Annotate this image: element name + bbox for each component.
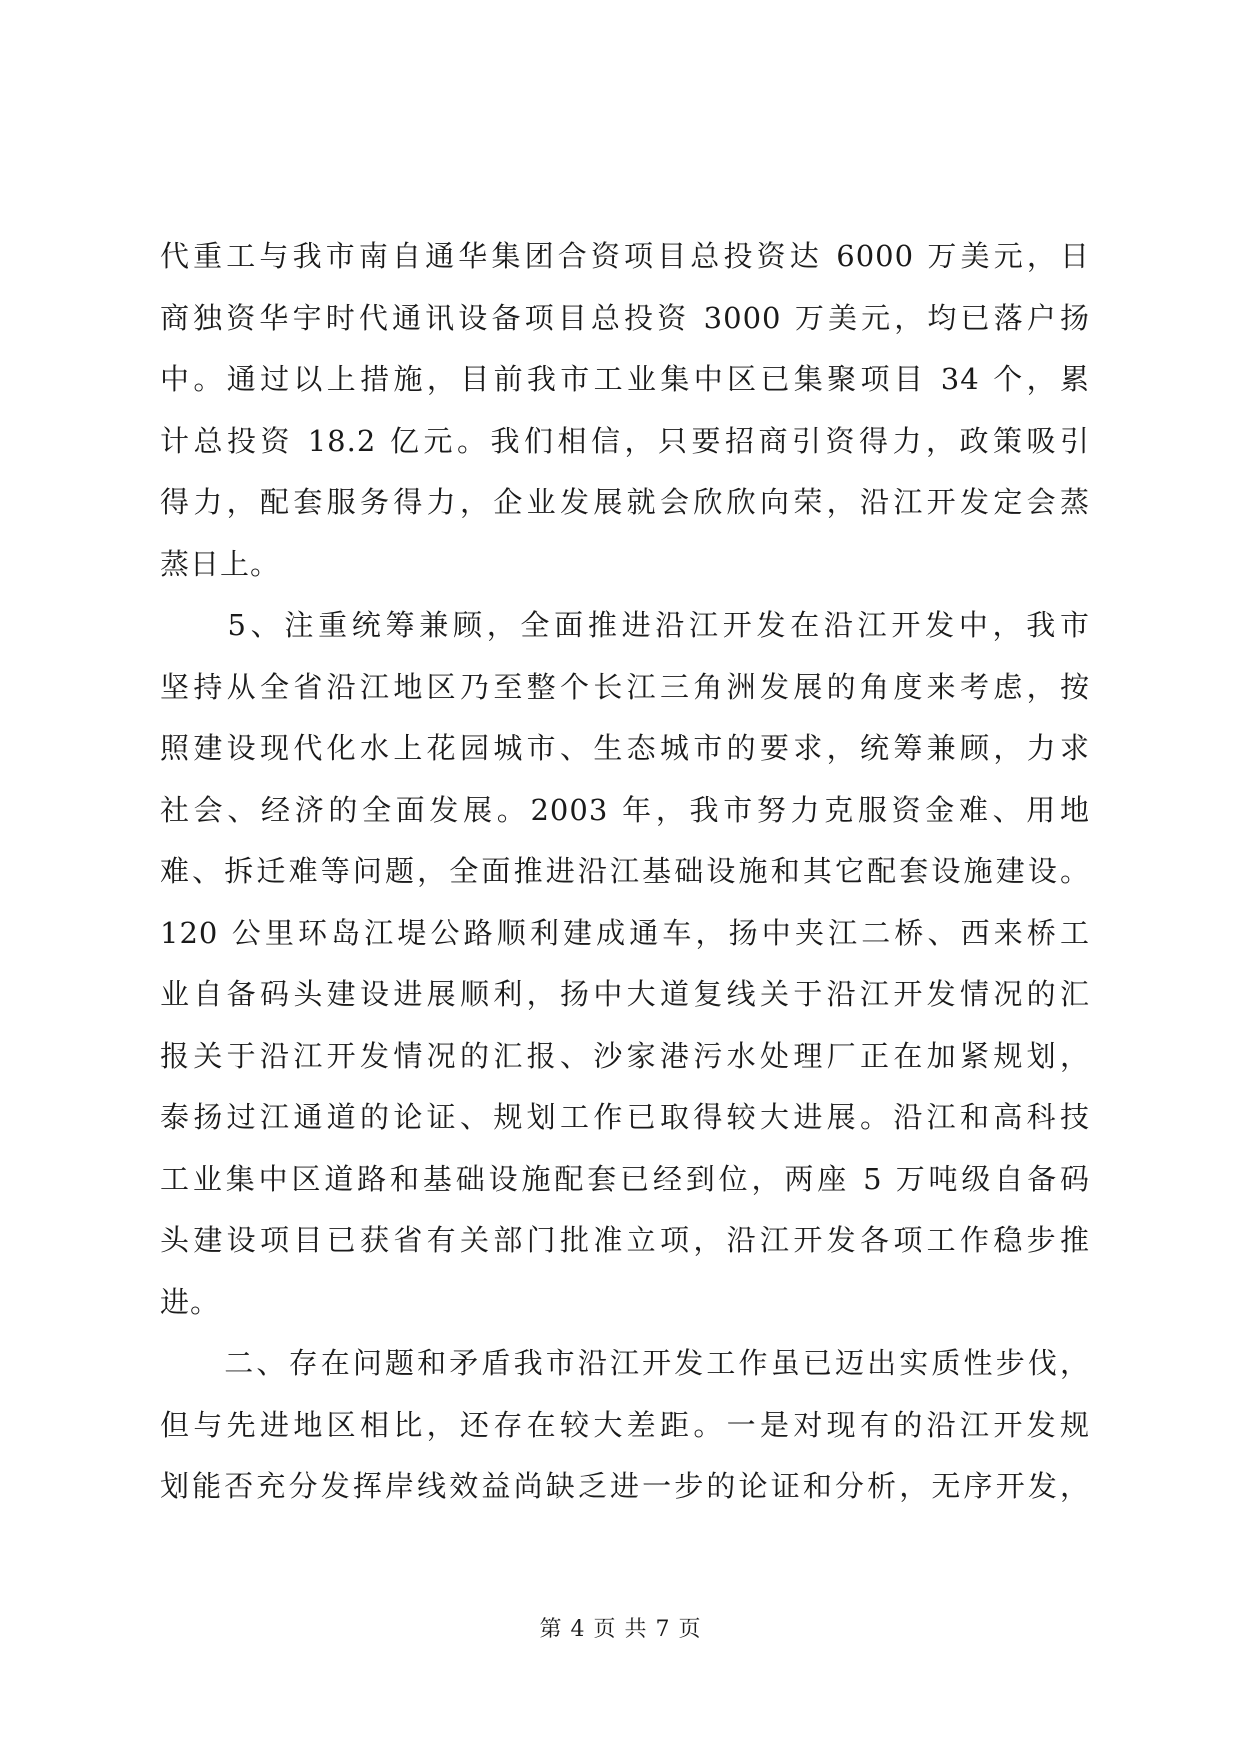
text-line: 但与先进地区相比，还存在较大差距。一是对现有的沿江开发规 [160,1407,1090,1442]
text-line: 工业集中区道路和基础设施配套已经到位，两座 5 万吨级自备码 [160,1161,1090,1196]
paragraph [160,1333,1090,1518]
text-line: 120 公里环岛江堤公路顺利建成通车，扬中夹江二桥、西来桥工 [160,915,1090,950]
text-line: 泰扬过江通道的论证、规划工作已取得较大进展。沿江和高科技 [160,1100,1090,1134]
text-line: 报关于沿江开发情况的汇报、沙家港污水处理厂正在加紧规划， [160,1038,1090,1073]
text-line: 社会、经济的全面发展。2003 年，我市努力克服资金难、用地 [160,792,1090,827]
text-line: 代重工与我市南自通华集团合资项目总投资达 6000 万美元，日 [160,239,1090,273]
page-number-footer: 第 4 页 共 7 页 [539,1617,702,1642]
text-line: 头建设项目已获省有关部门批准立项，沿江开发各项工作稳步推 [160,1223,1090,1257]
text-line: 蒸日上。 [160,546,281,581]
text-line: 业自备码头建设进展顺利，扬中大道复线关于沿江开发情况的汇 [160,977,1090,1011]
text-line: 进。 [160,1284,221,1319]
paragraph [160,595,1090,1333]
text-line: 中。通过以上措施，目前我市工业集中区已集聚项目 34 个，累 [160,362,1090,396]
text-line: 5、注重统筹兼顾，全面推进沿江开发在沿江开发中，我市 [160,608,1090,642]
paragraph [160,226,1090,595]
text-line: 照建设现代化水上花园城市、生态城市的要求，统筹兼顾，力求 [160,731,1090,765]
text-line: 商独资华宇时代通讯设备项目总投资 3000 万美元，均已落户扬 [160,300,1090,335]
text-line: 二、存在问题和矛盾我市沿江开发工作虽已迈出实质性步伐， [160,1346,1090,1380]
text-line: 计总投资 18.2 亿元。我们相信，只要招商引资得力，政策吸引 [160,423,1090,458]
text-line: 得力，配套服务得力，企业发展就会欣欣向荣，沿江开发定会蒸 [160,485,1090,519]
text-line: 坚持从全省沿江地区乃至整个长江三角洲发展的角度来考虑，按 [160,669,1090,704]
text-line: 划能否充分发挥岸线效益尚缺乏进一步的论证和分析，无序开发， [160,1469,1090,1503]
text-line: 难、拆迁难等问题，全面推进沿江基础设施和其它配套设施建设。 [160,854,1090,888]
document-body [160,226,1090,1518]
